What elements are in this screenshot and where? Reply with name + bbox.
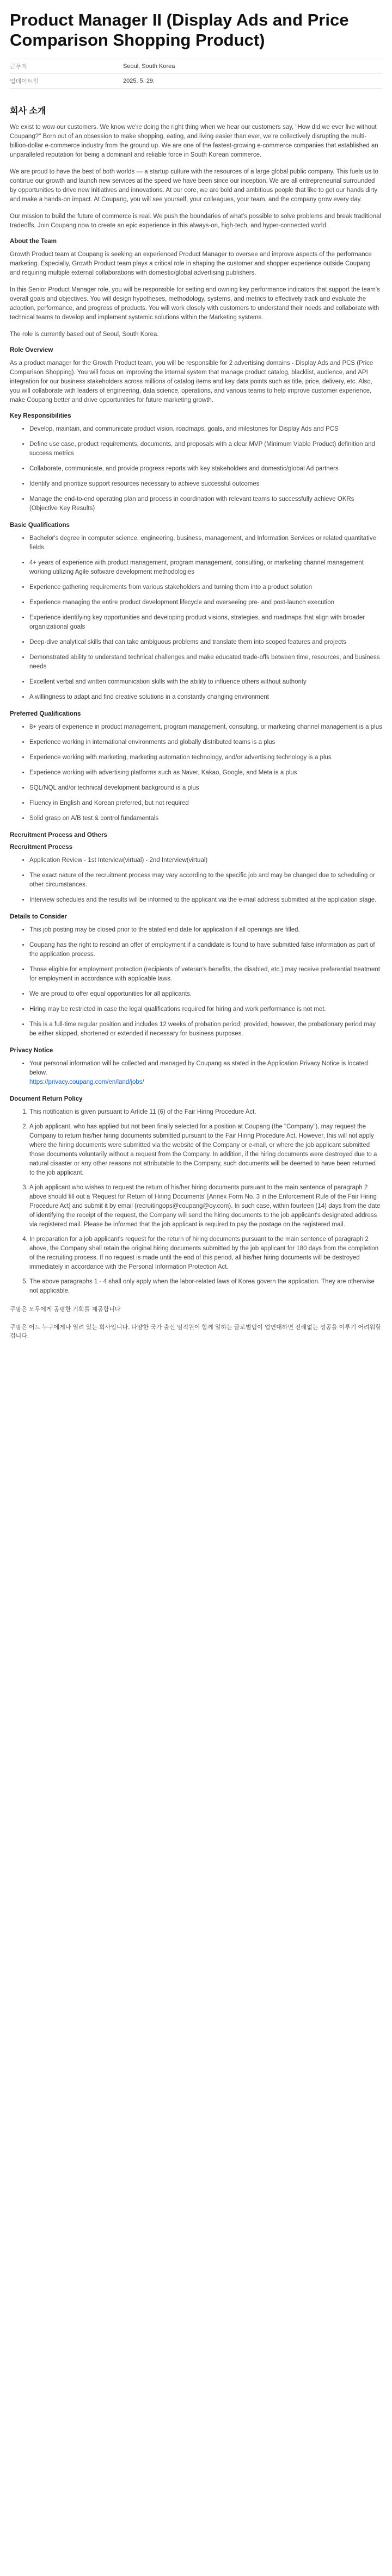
details-list (10, 926, 382, 1039)
about-team-heading: About the Team (10, 238, 57, 245)
list-item: • Deep-dive analytical skills that can take ambiguous problems and translate them into scoped features and projects (29, 638, 382, 647)
job-title: Product Manager II (Display Ads and Price Comparison Shopping Product) (10, 10, 349, 49)
list-item: 3. A job applicant who wishes to request the return of his/her hiring documents pursuant to the main sentence of paragraph 2 above should fill out a 'Request for Return of Hiring Documents' [Annex Form No. 3 in the Enforcement Rule of the Fair Hiring Procedure Act] and submit it by email (recruitingops@coupang@oy.com). In such case, within fourteen (14) days from the date of identifying the receipt of the request, the Company will send the hiring documents to the job applicant's designated address via registered mail. Please be informed that the job applicant is required to pay the postage on the registered mail. (29, 1183, 382, 1230)
job-meta-table (10, 59, 382, 89)
meta-label: 근무지 (10, 64, 27, 70)
meta-row-location (10, 59, 382, 74)
role-overview-heading: Role Overview (10, 347, 53, 353)
list-item: • Fluency in English and Korean preferred, but not required (29, 799, 382, 808)
key-responsibilities-list (10, 425, 382, 513)
details-heading: Details to Consider (10, 914, 67, 920)
equal-opportunity-notice: 쿠팡은 모두에게 공평한 기회를 제공합니다 (10, 1306, 121, 1313)
list-item: • This job posting may be closed prior to the stated end date for application if all openings are filled. (29, 926, 382, 935)
basic-qualifications-heading: Basic Qualifications (10, 522, 70, 529)
meta-value: Seoul, South Korea (123, 63, 175, 70)
preferred-qualifications-heading: Preferred Qualifications (10, 711, 81, 717)
list-item: • Bachelor's degree in computer science, engineering, business, management, and Information Services or related quantitative fields (29, 534, 382, 553)
company-paragraph: We are proud to have the best of both worlds — a startup culture with the resources of a large global public company. This fuels us to continue our growth and launch new services at the speed we have been since our inception. We are all entrepreneurial surrounded by opportunities to drive new initiatives and innovations. At our core, we are bold and ambitious people that like to get our hands dirty and make a hands-on impact. At Coupang, you will see yourself, your colleagues, your team, and the company grow every day. (10, 169, 378, 203)
list-item: • Interview schedules and the results will be informed to the applicant via the e-mail address submitted at the application stage. (29, 896, 382, 905)
list-item: • 8+ years of experience in product management, program management, consulting, or marketing channel management is a plus (29, 723, 382, 732)
recruitment-process-heading: Recruitment Process (10, 844, 73, 851)
recruitment-heading: Recruitment Process and Others (10, 832, 107, 839)
key-responsibilities-heading: Key Responsibilities (10, 413, 71, 419)
list-item: • Experience working with advertising platforms such as Naver, Kakao, Google, and Meta is a plus (29, 768, 382, 778)
list-item: • Those eligible for employment protection (recipients of veteran's benefits, the disabled, etc.) may receive preferential treatment for employment in accordance with applicable laws. (29, 965, 382, 984)
list-item: 5. The above paragraphs 1 - 4 shall only apply when the labor-related laws of Korea govern the application. They are otherwise not applicable. (29, 1277, 382, 1296)
list-item: • Excellent verbal and written communication skills with the ability to influence others without authority (29, 678, 382, 687)
list-item: • Identify and prioritize support resources necessary to achieve successful outcomes (29, 480, 382, 489)
about-team-paragraph: In this Senior Product Manager role, you will be responsible for setting and owning key performance indicators that support the team's overall goals and objectives. You will design hypotheses, methodology, systems, and metrics to effectively track and evaluate the adoption, performance, and progress of products. You will work closely with customers to understand their needs and collaborate with technical teams to develop and implement systemic solutions within the Marketing systems. (10, 287, 380, 321)
list-item: • Experience working in international environments and globally distributed teams is a plus (29, 738, 382, 747)
meta-value: 2025. 5. 29. (123, 78, 155, 84)
about-team-paragraph: Growth Product team at Coupang is seeking an experienced Product Manager to oversee and improve aspects of the performance marketing. Especially, Growth Product team plays a critical role in shaping the customer and shopper experience outside Coupang and requiring multiple external collaborations with domestic/global advertising publishers. (10, 251, 372, 276)
role-overview-paragraph: As a product manager for the Growth Product team, you will be responsible for 2 advertising domains - Display Ads and PCS (Price Comparison Shopping). You will focus on improving the internal system that manage product catalog, blacklist, audience, and API integration for our business stakeholders across millions of catalog items and key data points such as title, price, delivery, etc. Also, you will collaborate with leaders of engineering, data science, operations, and various teams to help improve customer experience, make Coupang better and drive opportunities for future marketing growth. (10, 360, 373, 404)
list-item: • Collaborate, communicate, and provide progress reports with key stakeholders and domestic/global Ad partners (29, 464, 382, 474)
company-heading: 회사 소개 (10, 107, 46, 116)
list-item: • Manage the end-to-end operating plan and process in coordination with relevant teams to successfully achieve OKRs (Objective Key Results) (29, 495, 382, 513)
document-return-heading: Document Return Policy (10, 1096, 83, 1102)
list-item: • Define use case, product requirements, documents, and proposals with a clear MVP (Minimum Viable Product) definition and success metrics (29, 440, 382, 458)
list-item: • Coupang has the right to rescind an offer of employment if a candidate is found to have submitted false information as part of the application process. (29, 941, 382, 959)
basic-qualifications-list (10, 534, 382, 702)
company-paragraph: Our mission to build the future of commerce is real. We push the boundaries of what's possible to solve problems and break traditional tradeoffs. Join Coupang now to create an epic experience in this always-on, high-tech, and hyper-connected world. (10, 213, 382, 229)
privacy-heading: Privacy Notice (10, 1047, 53, 1054)
list-item: • Develop, maintain, and communicate product vision, roadmaps, goals, and milestones for Display Ads and PCS (29, 425, 382, 434)
list-item: 1. This notification is given pursuant to Article 11 (6) of the Fair Hiring Procedure Act. (29, 1108, 382, 1117)
list-item: • Experience identifying key opportunities and developing product visions, strategies, and roadmaps that align with broader organizational goals (29, 613, 382, 632)
list-item: • Experience working with marketing, marketing automation technology, and/or advertising technology is a plus (29, 753, 382, 762)
preferred-qualifications-list (10, 723, 382, 823)
list-item: • Solid grasp on A/B test & control fundamentals (29, 814, 382, 823)
list-item: • Experience managing the entire product development lifecycle and overseeing pre- and post-launch execution (29, 598, 382, 607)
list-item: • Demonstrated ability to understand technical challenges and make educated trade-offs between time, resources, and business needs (29, 653, 382, 672)
meta-row-updated (10, 74, 382, 89)
list-item: • We are proud to offer equal opportunities for all applicants. (29, 990, 382, 999)
list-item: • Application Review - 1st Interview(virtual) - 2nd Interview(virtual) (29, 856, 382, 865)
list-item: • The exact nature of the recruitment process may vary according to the specific job and may be changed due to scheduling or other circumstances. (29, 871, 382, 890)
company-paragraph: We exist to wow our customers. We know we're doing the right thing when we hear our customers say, "How did we ever live without Coupang?" Born out of an obsession to make shopping, eating, and living easier than ever, we're collectively disrupting the multi-billion-dollar e-commerce industry from the ground up. We are one of the fastest-growing e-commerce companies that established an unparalleled reputation for being a dominant and reliable force in South Korean commerce. (10, 124, 378, 158)
about-team-paragraph: The role is currently based out of Seoul, South Korea. (10, 331, 159, 338)
privacy-text: Your personal information will be collected and managed by Coupang as stated in the Application Privacy Notice is located below. (29, 1060, 368, 1076)
list-item: • A willingness to adapt and find creative solutions in a constantly changing environment (29, 693, 382, 702)
list-item: • Hiring may be restricted in case the legal qualifications required for hiring and work performance is not met. (29, 1005, 382, 1014)
list-item: • 4+ years of experience with product management, program management, consulting, or marketing channel management working utilizing Agile software development methodologies (29, 558, 382, 577)
list-item: 2. A job applicant, who has applied but not been finally selected for a position at Coupang (the "Company"), may request the Company to return his/her hiring documents submitted pursuant to the Fair Hiring Procedure Act. However, this will not apply where the hiring documents were submitted via the website of the Company or e-mail, or where the job applicant submitted those documents voluntarily without a request from the Company. In addition, if the hiring documents were destroyed due to a natural disaster or any other reasons not attributable to the Company, such documents will be deemed to have been returned to the job applicant. (29, 1122, 382, 1178)
privacy-link[interactable]: https://privacy.coupang.com/en/land/jobs/ (29, 1079, 144, 1085)
list-item (29, 1059, 382, 1087)
list-item: • SQL/NQL and/or technical development background is a plus (29, 784, 382, 793)
closing-paragraph: 쿠팡은 어느 누구에게나 열려 있는 회사입니다. 다양한 국가 출신 임직원이 함께 일하는 글로벌팀이 업연대하면 전례없는 성공을 이루기 어려워할 겁니다. (10, 1324, 381, 1339)
recruitment-process-list (10, 856, 382, 905)
document-return-list (10, 1108, 382, 1296)
privacy-list (10, 1059, 382, 1087)
meta-label: 업데이트일 (10, 78, 39, 85)
list-item: 4. In preparation for a job applicant's request for the return of hiring documents pursuant to the main sentence of paragraph 2 above, the Company shall retain the original hiring documents submitted by the job applicant for 180 days from the completion of the recruiting process. If no request is made until the end of this period, all his/her hiring documents will be destroyed immediately in accordance with the Personal Information Protection Act. (29, 1235, 382, 1272)
list-item: • This is a full-time regular position and includes 12 weeks of probation period; provided, however, the probationary period may be either skipped, shortened or extended if necessary for business purposes. (29, 1020, 382, 1039)
list-item: • Experience gathering requirements from various stakeholders and turning them into a product solution (29, 583, 382, 592)
